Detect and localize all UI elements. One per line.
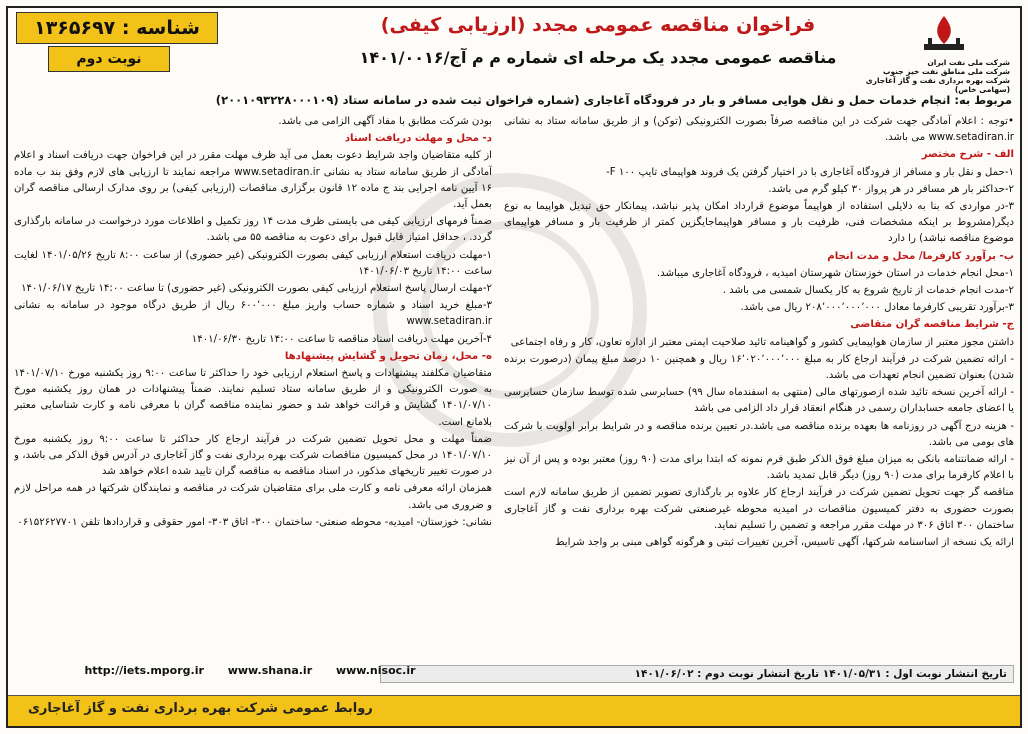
logo-line-2: شرکت ملی مناطق نفت خیز جنوب <box>882 67 1010 76</box>
paragraph: - ارائه تضمین شرکت در فرآیند ارجاع کار به مبلغ ۱۶٬۰۲۰٬۰۰۰٬۰۰۰ ریال و همچنین ۱۰ درصد مبلغ پیمان (درصورت برنده شدن) بعنوان تضمین انجام تعهدات می باشد. <box>504 353 1014 382</box>
left-column <box>14 114 492 662</box>
paragraph: از کلیه متقاضیان واجد شرایط دعوت بعمل می آید ظرف مهلت مقرر در این فراخوان جهت دریافت اسناد و اعلام آمادگی از طریق سامانه ستاد به نشانی www.setadiran.ir مراجعه نمایند تا ارزیابی های لازم وفق بند ب ماده ۱۶ آیین نامه اجرایی بند ج ماده ۱۲ قانون برگزاری مناقصات (ارزیابی کیفی) بر روی مدارک ارسالی مناقصه گران بعمل آید. <box>14 150 492 211</box>
public-relations-label: روابط عمومی شرکت بهره برداری نفت و گاز آغاجاری <box>28 701 373 716</box>
public-relations-bar <box>8 695 1020 726</box>
paragraph: •توجه : اعلام آمادگی جهت شرکت در این مناقصه صرفاً بصورت الکترونیکی (توکن) و از طریق سامانه ستاد به نشانی www.setadiran.ir می باشد. <box>504 116 1014 144</box>
paragraph: مناقصه گر جهت تحویل تضمین شرکت در فرآیند ارجاع کار علاوه بر بارگذاری تصویر تضمین از طریق سامانه لازم است بصورت حضوری به دفتر کمیسیون مناقصات در امیدیه محوطه غیرصنعتی شرکت بهره برداری نفت و گاز آغاجاری ساختمان ۳۰۰ اتاق ۳۰۶ در مهلت مقرر مراجعه و تضمین را تسلیم نماید. <box>504 487 1014 531</box>
logo-line-1: شرکت ملی نفت ایران <box>927 58 1010 67</box>
publication-round-badge: نوبت دوم <box>48 46 170 72</box>
right-column <box>504 114 1014 662</box>
section-heading: د- محل و مهلت دریافت اسناد <box>344 133 492 145</box>
section-heading: ج- شرایط مناقصه گران متقاضی <box>850 319 1014 331</box>
logo-line-3: شرکت بهره برداری نفت و گاز آغاجاری (سهامی خاص) <box>865 76 1010 94</box>
publication-dates: تاریخ انتشار نوبت اول : ۱۴۰۱/۰۵/۳۱ تاریخ انتشار نوبت دوم : ۱۴۰۱/۰۶/۰۲ <box>380 665 1014 683</box>
notice-subtitle: مناقصه عمومی مجدد یک مرحله ای شماره م م آج/۱۴۰۱/۰۰۱۶ <box>359 48 837 67</box>
company-logo <box>860 14 1010 94</box>
paragraph: همزمان ارائه معرفی نامه و کارت ملی برای متقاضیان شرکت در مناقصه و نمایندگان شرکتها در همه مراحل لازم و ضروری می باشد. <box>14 483 492 511</box>
paragraph: ۱-مهلت دریافت استعلام ارزیابی کیفی بصورت الکترونیکی (غیر حضوری) از ساعت ۸:۰۰ تاریخ ۱۴۰۱/۰۵/۲۶ لغایت ساعت ۱۴:۰۰ تاریخ ۱۴۰۱/۰۶/۰۳ <box>14 249 492 277</box>
paragraph: ۳-در مواردی که بنا به دلایلی استفاده از هواپیماً موضوع قرارداد امکان پذیر نباشد، پیمانکار حق تبدیل هواپیما به نوع دیگر(مشروط بر اینکه مشخصات فنی، ظرفیت بار و مسافر هواپیماجایگزین کمتر از ظرفیت بار و مسافر هواپیمای موضوع مناقصه نباشد) را دارد <box>504 201 1014 245</box>
paragraph: ۲-حداکثر بار هر مسافر در هر پرواز ۳۰ کیلو گرم می باشد. <box>768 183 1014 195</box>
link-nisoc[interactable]: www.nisoc.ir <box>335 664 416 677</box>
paragraph: - ارائه ضمانتنامه بانکی به میزان مبلغ فوق الذکر طبق فرم نمونه که ابتدا برای مدت (۹۰ روز) معتبر بوده و پس از آن نیز با اعلام کارفرما برای مدت (۹۰ روز) دیگر قابل تمدید باشد. <box>504 454 1014 482</box>
section-heading: ب- برآورد کارفرما/ محل و مدت انجام <box>827 250 1014 262</box>
paragraph: ۱-حمل و نقل بار و مسافر از فرودگاه آغاجاری با در اختیار گرفتن یک فروند هواپیمای تایپ ۱۰۰ F- <box>606 166 1014 178</box>
paragraph: داشتن مجوز معتبر از سازمان هواپیمایی کشور و گواهینامه تائید صلاحیت ایمنی معتبر از اداره تعاون، کار و رفاه اجتماعی <box>510 336 1014 348</box>
website-links <box>20 664 480 677</box>
notice-id-badge: شناسه : ۱۳۶۵۶۹۷ <box>16 12 218 44</box>
paragraph: بودن شرکت مطابق با مفاد آگهی الزامی می باشد. <box>278 116 492 127</box>
notice-subject: مربوط به: انجام خدمات حمل و نقل هوایی مسافر و بار در فرودگاه آغاجاری (شماره فراخوان ثبت شده در سامانه ستاد (۲۰۰۱۰۹۳۲۲۸۰۰۰۱۰۹) <box>215 93 1012 107</box>
paragraph: ضمناً مهلت و محل تحویل تضمین شرکت در فرآیند ارجاع کار حداکثر تا ساعت ۹:۰۰ روز یکشنبه مورخ ۱۴۰۱/۰۷/۱۰ در محل کمیسیون مناقصات شرکت بهره برداری نفت و گاز آغاجاری در آدرس فوق الذکر می باشد، و در صورت تغییر تاریخهای مذکور، در اسناد مناقصه به مناقصه گران تایید شده اعلام خواهد شد <box>14 433 492 478</box>
nioc-flame-icon <box>918 14 970 54</box>
paragraph: ضمناً فرمهای ارزیابی کیفی می بایستی ظرف مدت ۱۴ روز تکمیل و اطلاعات مورد درخواست در سامانه بارگذاری گردد. ، حداقل امتیاز قابل قبول برای دعوت به مناقصه ۵۵ می باشد. <box>14 216 492 244</box>
paragraph: - هزینه درج آگهی در روزنامه ها بعهده برنده مناقصه می باشد.در تعیین برنده مناقصه و در شرایط برابر اولویت با شرکت های بومی می باشد. <box>504 420 1014 448</box>
paragraph: متقاضیان مکلفند پیشنهادات و پاسخ استعلام ارزیابی خود را حداکثر تا ساعت ۹:۰۰ روز یکشنبه مورخ ۱۴۰۱/۰۷/۱۰ به صورت الکترونیکی و از طریق سامانه ستاد تسلیم نمایند. ضمناً پیشنهادات در همان روز یکشنبه مورخ ۱۴۰۱/۰۷/۱۰ گشایش و قرائت خواهد شد و حضور نماینده مناقصه گران با معرفی نامه و کارت شناسایی معتبر بلامانع است. <box>14 368 492 428</box>
paragraph: ۲-مدت انجام خدمات از تاریخ شروع به کار یکسال شمسی می باشد . <box>722 285 1014 297</box>
link-shana[interactable]: www.shana.ir <box>227 664 313 677</box>
paragraph: ۳-مبلغ خرید اسناد و شماره حساب واریز مبلغ ۶۰۰٬۰۰۰ ریال از طریق درگاه موجود در سامانه به نشانی www.setadiran.ir <box>14 300 492 328</box>
paragraph: ۲-مهلت ارسال پاسخ استعلام ارزیابی کیفی بصورت الکترونیکی (غیر حضوری) تا ساعت ۱۴:۰۰ تاریخ ۱۴۰۱/۰۶/۱۷ <box>21 283 492 295</box>
paragraph: ارائه یک نسخه از اساسنامه شرکتها، آگهی تاسیس، آخرین تغییرات ثبتی و هرگونه گواهی مبنی بر واجد شرایط <box>555 537 1014 549</box>
link-iets[interactable]: http://iets.mporg.ir <box>84 664 204 677</box>
notice-title: فراخوان مناقصه عمومی مجدد (ارزیابی کیفی) <box>380 14 816 36</box>
paragraph: ۳-برآورد تقریبی کارفرما معادل ۲۰۸٬۰۰۰٬۰۰۰٬۰۰۰ ریال می باشد. <box>740 302 1014 314</box>
section-heading: ه- محل، زمان تحویل و گشایش پیشنهادها <box>284 350 492 362</box>
paragraph: نشانی: خوزستان- امیدیه- محوطه صنعتی- ساختمان ۳۰۰- اتاق ۳۰۳- امور حقوقی و قراردادها تلفن ۰۶۱۵۲۶۲۷۷۰۱ <box>17 516 492 528</box>
section-heading: الف - شرح مختصر <box>921 149 1014 161</box>
paragraph: - ارائه آخرین نسخه تائید شده ازصورتهای مالی (منتهی به اسفندماه سال ۹۹) حسابرسی شده توسط سازمان حسابرسی یا اعضای جامعه حسابداران رسمی در هنگام انعقاد قرار داد الزامی می باشد <box>504 387 1014 415</box>
paragraph: ۴-آخرین مهلت دریافت اسناد مناقصه تا ساعت ۱۴:۰۰ تاریخ ۱۴۰۱/۰۶/۳۰ <box>191 333 492 345</box>
paragraph: ۱-محل انجام خدمات در استان خوزستان شهرستان امیدیه ، فرودگاه آغاجاری میباشد. <box>656 267 1014 279</box>
